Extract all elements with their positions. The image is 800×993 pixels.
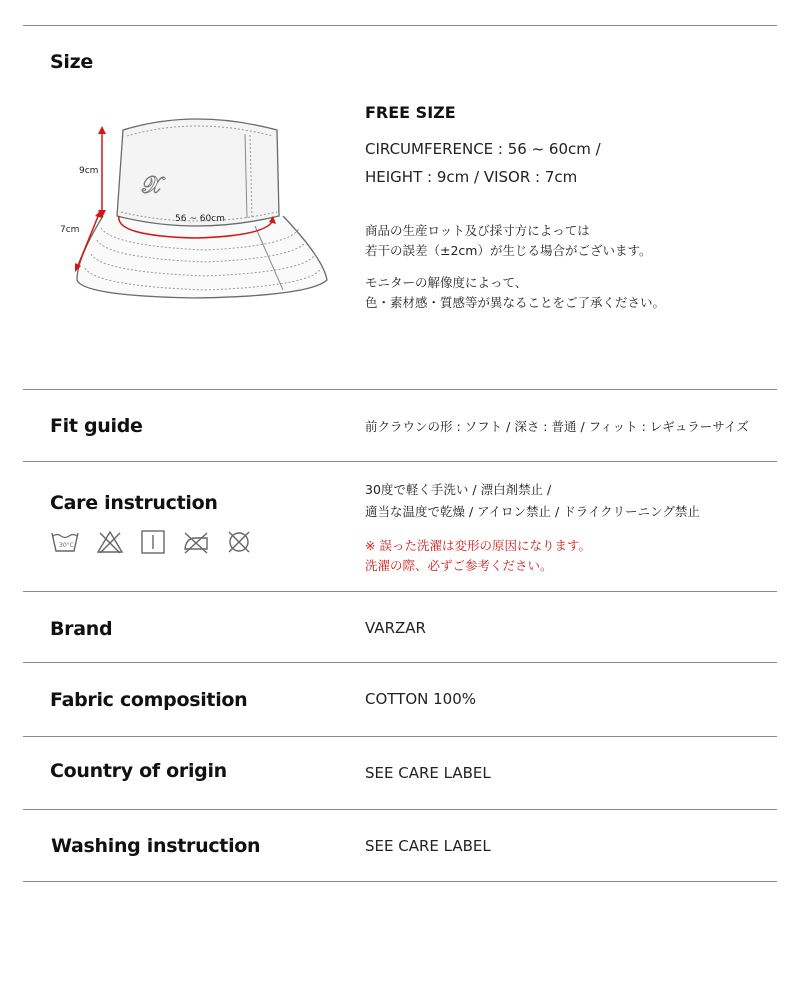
tumble-dry-icon: [140, 529, 166, 555]
no-bleach-icon: [96, 529, 124, 555]
no-dry-clean-icon: [226, 529, 252, 555]
fabric-value: COTTON 100%: [365, 690, 477, 708]
fit-guide-title: Fit guide: [50, 415, 143, 437]
fabric-title: Fabric composition: [50, 689, 248, 711]
svg-text:𝒳: 𝒳: [142, 171, 163, 199]
origin-value: SEE CARE LABEL: [365, 764, 491, 782]
washing-value: SEE CARE LABEL: [365, 837, 491, 855]
care-warning-1: ※ 誤った洗濯は変形の原因になります。: [365, 538, 591, 553]
divider: [23, 389, 777, 390]
divider: [23, 591, 777, 592]
size-circumference: CIRCUMFERENCE : 56 ~ 60cm /: [365, 140, 601, 158]
size-note-2a: モニターの解像度によって、: [365, 275, 528, 290]
size-note-2b: 色・素材感・質感等が異なることをご了承ください。: [365, 295, 666, 310]
brand-title: Brand: [50, 618, 113, 640]
circumference-label: 56 ~ 60cm: [175, 214, 225, 224]
size-heading: FREE SIZE: [365, 103, 456, 122]
no-iron-icon: [182, 529, 210, 555]
hat-size-diagram: [55, 108, 345, 312]
height-label: 9cm: [79, 166, 99, 176]
size-title: Size: [50, 51, 93, 73]
fit-guide-value: 前クラウンの形 : ソフト / 深さ : 普通 / フィット : レギュラーサイズ: [365, 419, 749, 434]
care-title: Care instruction: [50, 492, 218, 514]
washing-title: Washing instruction: [51, 835, 261, 857]
divider: [23, 881, 777, 882]
visor-label: 7cm: [60, 225, 80, 235]
divider: [23, 662, 777, 663]
origin-title: Country of origin: [50, 760, 227, 782]
hand-wash-30-icon: [50, 529, 80, 555]
size-height-visor: HEIGHT : 9cm / VISOR : 7cm: [365, 168, 578, 186]
care-line-2: 適当な温度で乾燥 / アイロン禁止 / ドライクリーニング禁止: [365, 504, 700, 519]
brand-value: VARZAR: [365, 619, 426, 637]
care-icons: [50, 529, 252, 555]
divider: [23, 736, 777, 737]
divider: [23, 809, 777, 810]
size-note-1b: 若干の誤差（±2cm）が生じる場合がございます。: [365, 243, 652, 258]
divider: [23, 25, 777, 26]
care-warning-2: 洗濯の際、必ずご参考ください。: [365, 558, 553, 573]
wash-temp-label: 30°C: [59, 542, 74, 549]
divider: [23, 461, 777, 462]
size-note-1a: 商品の生産ロット及び採寸方によっては: [365, 223, 590, 238]
care-line-1: 30度で軽く手洗い / 漂白剤禁止 /: [365, 482, 552, 497]
